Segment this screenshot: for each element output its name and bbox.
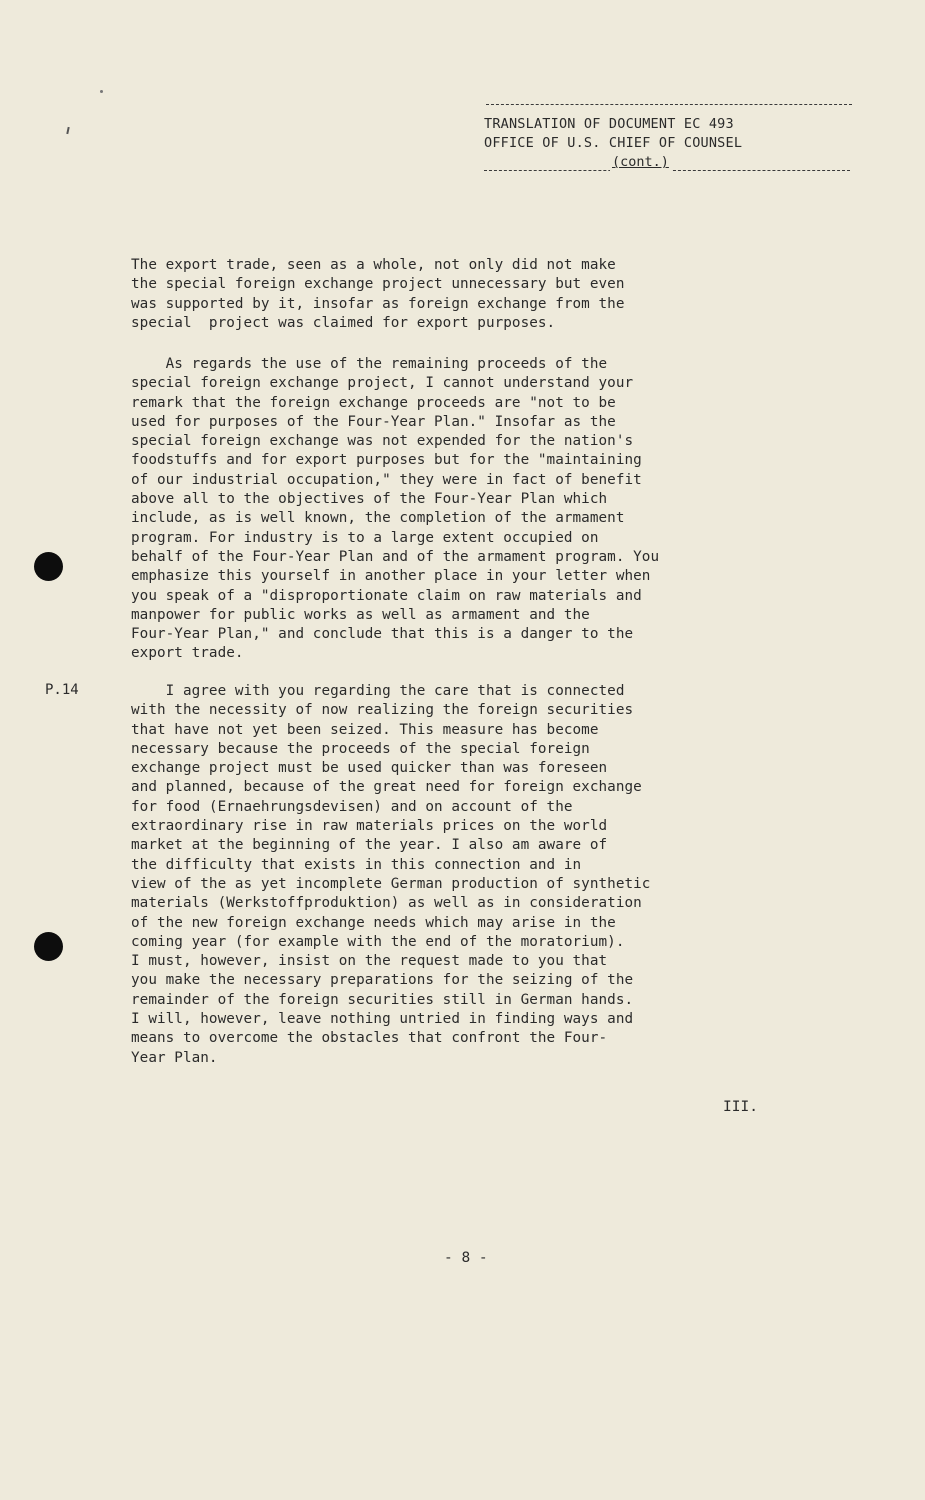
paragraph-export-trade	[131, 256, 851, 333]
text-line: exchange project must be used quicker than was foreseen	[131, 760, 608, 777]
text-line: for food (Ernaehrungsdevisen) and on account of the	[131, 798, 573, 815]
text-line: used for purposes of the Four-Year Plan." Insofar as the	[131, 413, 616, 430]
text-line: special project was claimed for export purposes.	[131, 314, 556, 331]
text-line: special foreign exchange project, I cannot understand your	[131, 375, 634, 392]
text-line: extraordinary rise in raw materials prices on the world	[131, 818, 608, 835]
text-line: of our industrial occupation," they were in fact of benefit	[131, 471, 642, 488]
text-line: include, as is well known, the completion of the armament	[131, 510, 625, 527]
document-header	[484, 104, 856, 175]
text-line: of the new foreign exchange needs which may arise in the	[131, 914, 616, 931]
header-office-line: OFFICE OF U.S. CHIEF OF COUNSEL	[484, 135, 743, 151]
text-line: program. For industry is to a large extent occupied on	[131, 529, 599, 546]
text-line: with the necessity of now realizing the foreign securities	[131, 702, 634, 719]
text-line: special foreign exchange was not expended for the nation's	[131, 433, 634, 450]
text-line: remark that the foreign exchange proceeds are "not to be	[131, 394, 616, 411]
stray-pen-mark	[66, 127, 69, 134]
text-line: the special foreign exchange project unnecessary but even	[131, 276, 625, 293]
paragraph-remaining-proceeds	[131, 355, 851, 664]
text-line: and planned, because of the great need for foreign exchange	[131, 779, 642, 796]
text-line: that have not yet been seized. This measure has become	[131, 721, 599, 738]
margin-page-reference: P.14	[45, 682, 79, 698]
text-line: I agree with you regarding the care that is connected	[131, 683, 625, 699]
text-line: you speak of a "disproportionate claim on raw materials and	[131, 587, 642, 604]
text-line: materials (Werkstoffproduktion) as well as in consideration	[131, 895, 642, 912]
text-line: remainder of the foreign securities still in German hands.	[131, 991, 634, 1008]
text-line: market at the beginning of the year. I also am aware of	[131, 837, 608, 854]
paragraph-foreign-securities	[131, 682, 851, 1068]
header-continued-label: (cont.)	[612, 154, 669, 170]
text-line: As regards the use of the remaining proceeds of the	[131, 356, 608, 372]
page-number: - 8 -	[444, 1250, 488, 1266]
next-section-marker: III.	[723, 1099, 758, 1115]
text-line: manpower for public works as well as armament and the	[131, 606, 590, 623]
binder-punch-hole-upper	[34, 552, 63, 581]
text-line: behalf of the Four-Year Plan and of the armament program. You	[131, 548, 660, 565]
header-title-line: TRANSLATION OF DOCUMENT EC 493	[484, 116, 734, 132]
text-line: necessary because the proceeds of the special foreign	[131, 740, 590, 757]
paper-speck	[100, 90, 103, 93]
text-line: means to overcome the obstacles that confront the Four-	[131, 1030, 608, 1047]
text-line: the difficulty that exists in this connection and in	[131, 856, 582, 873]
text-line: emphasize this yourself in another place in your letter when	[131, 568, 651, 585]
text-line: you make the necessary preparations for the seizing of the	[131, 972, 634, 989]
text-line: was supported by it, insofar as foreign exchange from the	[131, 295, 625, 312]
text-line: view of the as yet incomplete German production of synthetic	[131, 875, 651, 892]
text-line: The export trade, seen as a whole, not only did not make	[131, 257, 616, 273]
text-line: Year Plan.	[131, 1049, 218, 1066]
text-line: foodstuffs and for export purposes but for the "maintaining	[131, 452, 642, 469]
text-line: I must, however, insist on the request made to you that	[131, 953, 608, 970]
text-line: Four-Year Plan," and conclude that this is a danger to the	[131, 626, 634, 643]
text-line: above all to the objectives of the Four-Year Plan which	[131, 491, 608, 508]
binder-punch-hole-lower	[34, 932, 63, 961]
text-line: coming year (for example with the end of the moratorium).	[131, 933, 625, 950]
text-line: export trade.	[131, 645, 244, 662]
text-line: I will, however, leave nothing untried in finding ways and	[131, 1011, 634, 1028]
header-top-rule	[486, 104, 852, 105]
header-bottom-rule-row	[484, 153, 856, 175]
